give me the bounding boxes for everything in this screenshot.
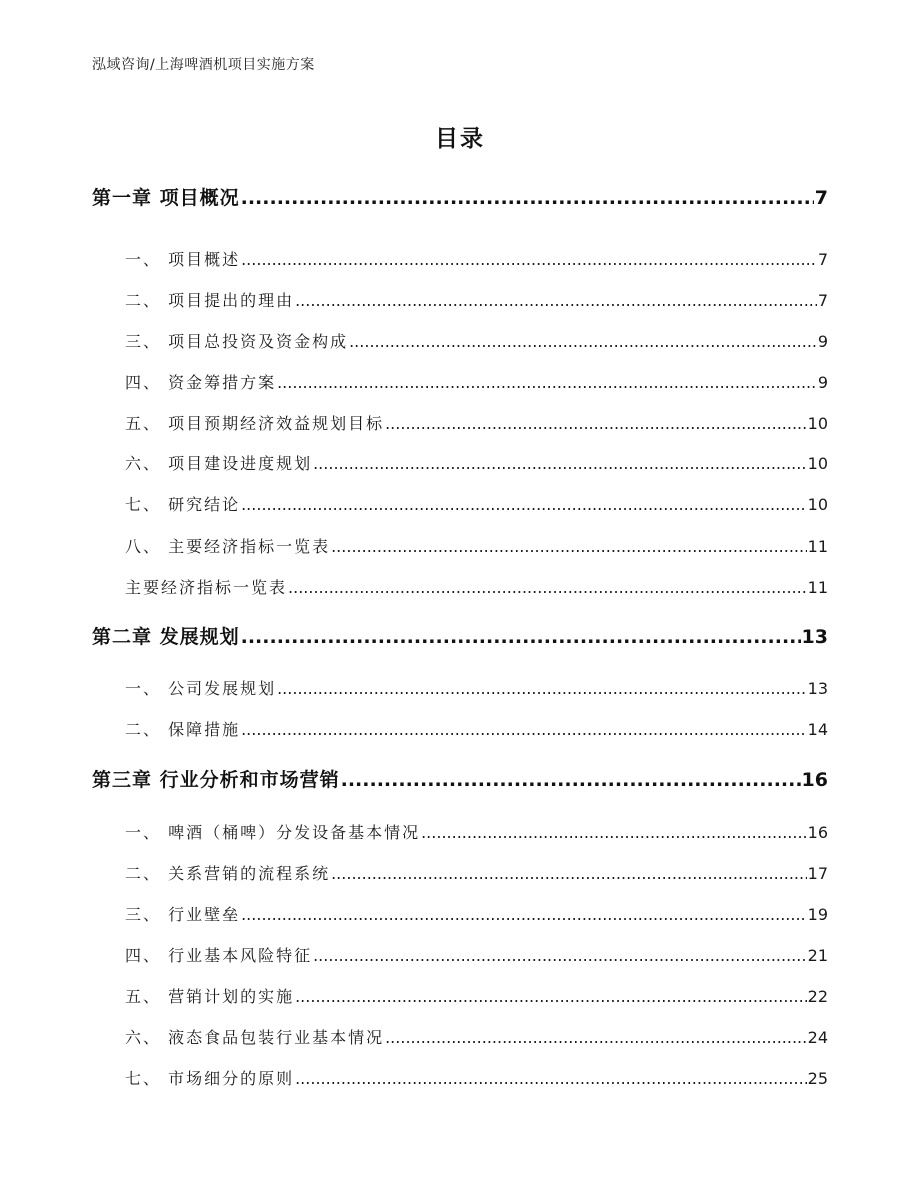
running-header: 泓域咨询/上海啤酒机项目实施方案 [92,57,315,73]
toc-leader-dots [385,1028,807,1047]
toc-entry-page: 7 [817,291,828,310]
toc-section[interactable] [125,1066,828,1089]
toc-entry-page: 21 [807,946,828,965]
toc-entry-label: 五、 项目预期经济效益规划目标 [125,414,385,433]
toc-entry-label: 第二章 发展规划 [92,626,240,648]
toc-entry-page: 13 [807,679,828,698]
toc-leader-dots [295,291,817,310]
toc-entry-page: 10 [807,454,828,473]
toc-section[interactable] [125,861,828,884]
toc-leader-dots [341,769,801,791]
toc-section[interactable] [125,575,828,598]
toc-leader-dots [241,495,807,514]
toc-entry-page: 11 [807,578,828,597]
toc-entry-label: 第一章 项目概况 [92,187,240,209]
toc-section[interactable] [125,943,828,966]
toc-entry-page: 22 [807,987,828,1006]
toc-entry-page: 9 [817,373,828,392]
toc-entry-page: 17 [807,864,828,883]
toc-leader-dots [331,864,807,883]
toc-entry-label: 二、 项目提出的理由 [125,291,295,310]
toc-entry-page: 16 [801,769,828,791]
toc-entry-label: 三、 行业壁垒 [125,905,241,924]
toc-leader-dots [421,823,807,842]
toc-entry-label: 四、 行业基本风险特征 [125,946,313,965]
toc-entry-label: 八、 主要经济指标一览表 [125,537,331,556]
toc-leader-dots [241,187,814,209]
toc-leader-dots [288,578,807,597]
toc-entry-page: 13 [801,626,828,648]
toc-entry-label: 一、 啤酒（桶啤）分发设备基本情况 [125,823,421,842]
toc-leader-dots [385,414,807,433]
toc-section[interactable] [125,717,828,740]
toc-entry-page: 11 [807,537,828,556]
toc-leader-dots [241,626,801,648]
toc-entry-page: 14 [807,720,828,739]
toc-section[interactable] [125,492,828,515]
toc-entry-label: 二、 关系营销的流程系统 [125,864,331,883]
toc-entry-page: 7 [817,250,828,269]
page-title: 目录 [435,126,485,152]
toc-leader-dots [241,250,817,269]
toc-section[interactable] [125,902,828,925]
toc-entry-label: 七、 研究结论 [125,495,241,514]
toc-entry-label: 一、 项目概述 [125,250,241,269]
toc-section[interactable] [125,411,828,434]
toc-section[interactable] [125,984,828,1007]
toc-entry-page: 16 [807,823,828,842]
toc-entry-label: 四、 资金筹措方案 [125,373,277,392]
toc-leader-dots [277,679,807,698]
toc-leader-dots [331,537,807,556]
toc-entry-label: 二、 保障措施 [125,720,241,739]
toc-chapter-3[interactable] [92,765,828,792]
toc-entry-label: 六、 液态食品包装行业基本情况 [125,1028,385,1047]
toc-section[interactable] [125,1025,828,1048]
toc-entry-page: 19 [807,905,828,924]
toc-section[interactable] [125,534,828,557]
toc-entry-page: 9 [817,332,828,351]
toc-entry-label: 五、 营销计划的实施 [125,987,295,1006]
toc-entry-label: 六、 项目建设进度规划 [125,454,313,473]
toc-leader-dots [295,1069,807,1088]
toc-entry-page: 25 [807,1069,828,1088]
toc-leader-dots [349,332,817,351]
toc-entry-label: 主要经济指标一览表 [125,578,288,597]
toc-entry-label: 第三章 行业分析和市场营销 [92,769,340,791]
toc-entry-page: 10 [807,495,828,514]
toc-leader-dots [313,946,807,965]
toc-leader-dots [313,454,807,473]
toc-section[interactable] [125,247,828,270]
toc-leader-dots [277,373,817,392]
toc-section[interactable] [125,370,828,393]
toc-entry-page: 10 [807,414,828,433]
toc-entry-label: 七、 市场细分的原则 [125,1069,295,1088]
toc-entry-label: 一、 公司发展规划 [125,679,277,698]
toc-section[interactable] [125,676,828,699]
toc-section[interactable] [125,820,828,843]
toc-section[interactable] [125,288,828,311]
toc-leader-dots [295,987,807,1006]
toc-chapter-2[interactable] [92,622,828,649]
toc-entry-label: 三、 项目总投资及资金构成 [125,332,349,351]
toc-entry-page: 7 [814,187,828,209]
toc-entry-page: 24 [807,1028,828,1047]
toc-leader-dots [241,905,807,924]
toc-section[interactable] [125,451,828,474]
toc-leader-dots [241,720,807,739]
toc-section[interactable] [125,329,828,352]
toc-chapter-1[interactable] [92,183,828,210]
